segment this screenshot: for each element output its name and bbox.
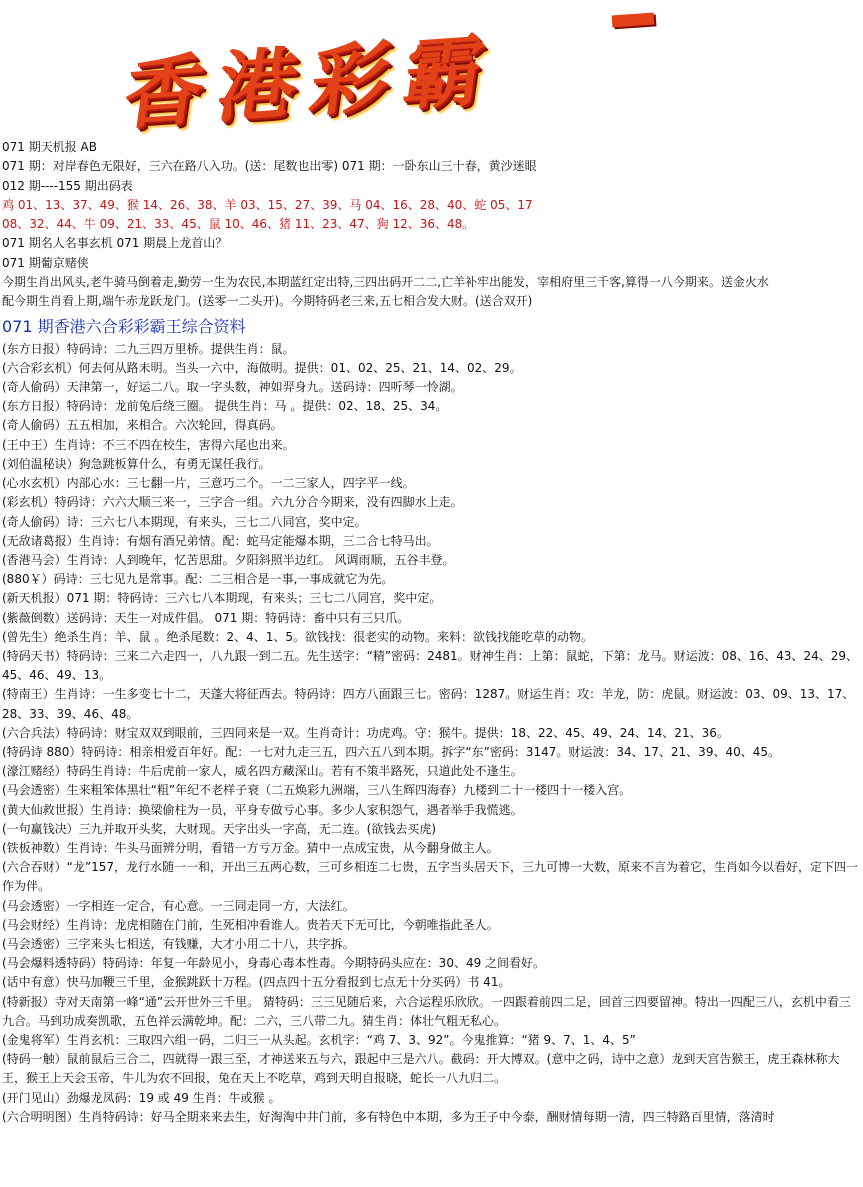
intro-block: [0, 138, 863, 312]
info-paragraph: (奇人偷码）五五相加，来相合。六次轮回，得真码。: [2, 418, 283, 433]
info-paragraph: (特南王）生肖诗：一生多变七十二，天蓬大将征西去。特码诗：四方八面跟三七。密码：1287。财运生肖：攻：羊龙，防：虎鼠。财运波：03、09、13、17、28、33、39、46、48。: [2, 687, 855, 721]
info-paragraph: (马会爆料透特码）特码诗：年复一年龄见小，身毒心毒本性毒。今期特码头应在：30、49 之间看好。: [2, 956, 546, 971]
info-paragraph: (一句赢钱决）三九并取开头奖，大财现。天字出头一字高，无二连。(欲钱去买虎): [2, 821, 437, 836]
banner-decoration: [612, 13, 655, 28]
info-paragraphs: [0, 340, 863, 1127]
info-paragraph: (东方日报）特码诗：二九三四万里桥。提供生肖：鼠。: [2, 341, 295, 356]
info-paragraph: (刘伯温秘诀）狗急跳板算什么，有勇无谋任我行。: [2, 456, 271, 471]
info-paragraph: (马会透密）生来粗笨体黑壮“粗”年纪不老样子衰（二五焕彩九洲端，三八生辉四海春）九楼到二十一楼四十一楼入宫。: [2, 783, 632, 798]
info-paragraph: (香港马会）生肖诗：人到晚年，忆苦思甜。夕阳斜照半边红。 风调雨顺，五谷丰登。: [2, 552, 455, 567]
info-paragraph: (特新报）寺对天南第一峰“通”云开世外三千里。 猜特码：三三见随后来，六合运程乐欣欣。一四跟着前四二足，回首三四要留神。特出一四配三八，玄机中看三九合。马到功成奏凯歌，五色祥云满乾坤。配：二六，三八带二九。猜生肖：体壮气粗无私心。: [2, 994, 851, 1028]
info-paragraph: (880￥）码诗：三七见九是常事。配：二三相合是一事,一事成就它为先。: [2, 572, 394, 587]
info-paragraph: (奇人偷码）天津第一，好运二八。取一字头数，神如羿身九。送码诗：四听琴一怜湖。: [2, 380, 463, 395]
intro-line: 配今期生肖看上期,端午赤龙跃龙门。(送零一二头开)。今期特码老三来,五七相合发大财。(送合双开): [2, 294, 533, 309]
section-title: 071 期香港六合彩彩霸王综合资料: [2, 316, 246, 336]
intro-line: 08、32、44、牛 09、21、33、45、鼠 10、46、猪 11、23、47、狗 12、36、48。: [2, 217, 475, 232]
info-paragraph: (新天机报）071 期：特码诗：三六七八本期现，有来头；三七二八同宫，奖中定。: [2, 591, 442, 606]
info-paragraph: (六合明明图）生肖特码诗：好马全期来来去生，好淘淘中井门前，多有特色中本期，多为王子中今泰，酬财情每期一清，四三特路百里情，落清时: [2, 1109, 775, 1124]
intro-line: 071 期葡京赌侠: [2, 255, 89, 270]
info-paragraph: (铁板神数）生肖诗：牛头马面辨分明，看错一方亏万金。猜中一点成宝贵，从今翻身做主人。: [2, 840, 499, 855]
info-paragraph: (话中有意）快马加鞭三千里，金猴跳跃十万程。(四点四十五分看报到七点无十分买码）书 41。: [2, 975, 511, 990]
info-paragraph: (心水玄机）内部心水：三七翻一片，三意巧二个。一二三家人，四字平一线。: [2, 476, 415, 491]
info-paragraph: (黄大仙救世报）生肖诗：换梁偷柱为一员，平身专做亏心事。多少人家积怨气，遇者举手我慌逃。: [2, 802, 523, 817]
intro-line: 071 期：对岸春色无限好，三六在路八入功。(送：尾数也出零) 071 期：一卧东山三十春，黄沙迷眼: [2, 159, 537, 174]
banner: [0, 0, 863, 141]
info-paragraph: (六合彩玄机）何去何从路未明。当头一六中，海做明。提供：01、02、25、21、14、02、29。: [2, 360, 522, 375]
info-paragraph: (六合吞财）“龙”157，龙行水随一一和，开出三五两心数，三可乡相连二七贵，五字当头居天下，三九可博一大数，原来不言为着它，生肖如今以看好，定下四一作为伴。: [2, 860, 859, 894]
info-paragraph: (马会透密）一字相连一定合，有心意。一三同走同一方，大法红。: [2, 898, 355, 913]
info-paragraph: (特码一触）鼠前鼠后三合二，四就得一跟三至，才神送来五与六，跟起中三是六八。截码：开大博双。(意中之码，诗中之意）龙到天宫告猴王，虎王森林称大王，猴王上天会玉帝，牛儿为农不回报，兔在天上不吃草，鸡到天明自报晓，蛇长一八九归二。: [2, 1052, 840, 1086]
info-paragraph: (紫薇倒数）送码诗：天生一对成件倡。 071 期：特码诗：畜中只有三只爪。: [2, 610, 410, 625]
info-paragraph: (六合兵法）特码诗：财宝双双到眼前，三四同来是一双。生肖奇计：功虎鸡。守：猴牛。提供：18、22、45、49、24、14、21、36。: [2, 725, 729, 740]
banner-title: 香港彩霸: [118, 25, 504, 141]
intro-line: 鸡 01、13、37、49、猴 14、26、38、羊 03、15、27、39、马 04、16、28、40、蛇 05、17: [2, 197, 533, 212]
info-paragraph: (曾先生）绝杀生肖：羊、鼠 。绝杀尾数：2、4、1、5。欲钱找：很老实的动物。来料：欲钱找能吃草的动物。: [2, 629, 594, 644]
info-paragraph: (特码天书）特码诗：三来二六走四一，八九跟一到二五。先生送字：“精”密码：2481。财神生肖：上第：鼠蛇，下第：龙马。财运波：08、16、43、24、29、45、46、49、13。: [2, 648, 859, 683]
info-paragraph: (彩玄机）特码诗：六六大顺三来一，三字合一组。六九分合今期来，没有四脚水上走。: [2, 495, 463, 510]
intro-line: 071 期天机报 AB: [2, 140, 97, 154]
info-paragraph: (王中王）生肖诗：不三不四在校生，害得六尾也出来。: [2, 437, 295, 452]
intro-line: 今期生肖出风头,老牛骑马倒着走,勤劳一生为农民,本期蓝红定出特,三四出码开二二,亡羊补牢出能发，宰相府里三千客,算得一八今期来。送金火水: [2, 275, 769, 290]
info-paragraph: (马会透密）三字来头七相送，有钱赚，大才小用二十八，共字拆。: [2, 936, 355, 951]
info-paragraph: (奇人偷码）诗：三六七八本期现，有来头，三七二八同宫，奖中定。: [2, 514, 367, 529]
info-paragraph: (无敌诸葛报）生肖诗：有烟有酒兄弟情。配：蛇马定能爆本期，三二合七特马出。: [2, 533, 439, 548]
info-paragraph: (开门见山）劲爆龙凤码：19 或 49 生肖：牛或猴 。: [2, 1090, 281, 1105]
info-paragraph: (濠江赌经）特码生肖诗：牛后虎前一家人，威名四方藏深山。若有不策半路死，只道此处不逢生。: [2, 764, 523, 779]
info-paragraph: (特码诗 880）特码诗：相亲相爱百年好。配：一七对九走三五，四六五八到本期。拆字“东”密码：3147。财运波：34、17、21、39、40、45。: [2, 744, 780, 759]
info-paragraph: (马会财经）生肖诗：龙虎相随在门前，生死相冲看谁人。贵若天下无可比，今朝唯指此圣人。: [2, 917, 499, 932]
info-paragraph: (金鬼将军）生肖玄机：三取四六组一码，二归三一从头起。玄机字：“鸡 7、3、92”。今鬼推算：“猪 9、7、1、4、5”: [2, 1032, 636, 1047]
intro-line: 012 期----155 期出码表: [2, 178, 133, 193]
info-paragraph: (东方日报）特码诗：龙前兔后绕三圈。 提供生肖：马 。提供：02、18、25、34。: [2, 399, 448, 414]
intro-line: 071 期名人名事玄机 071 期晨上龙首山？: [2, 236, 228, 251]
